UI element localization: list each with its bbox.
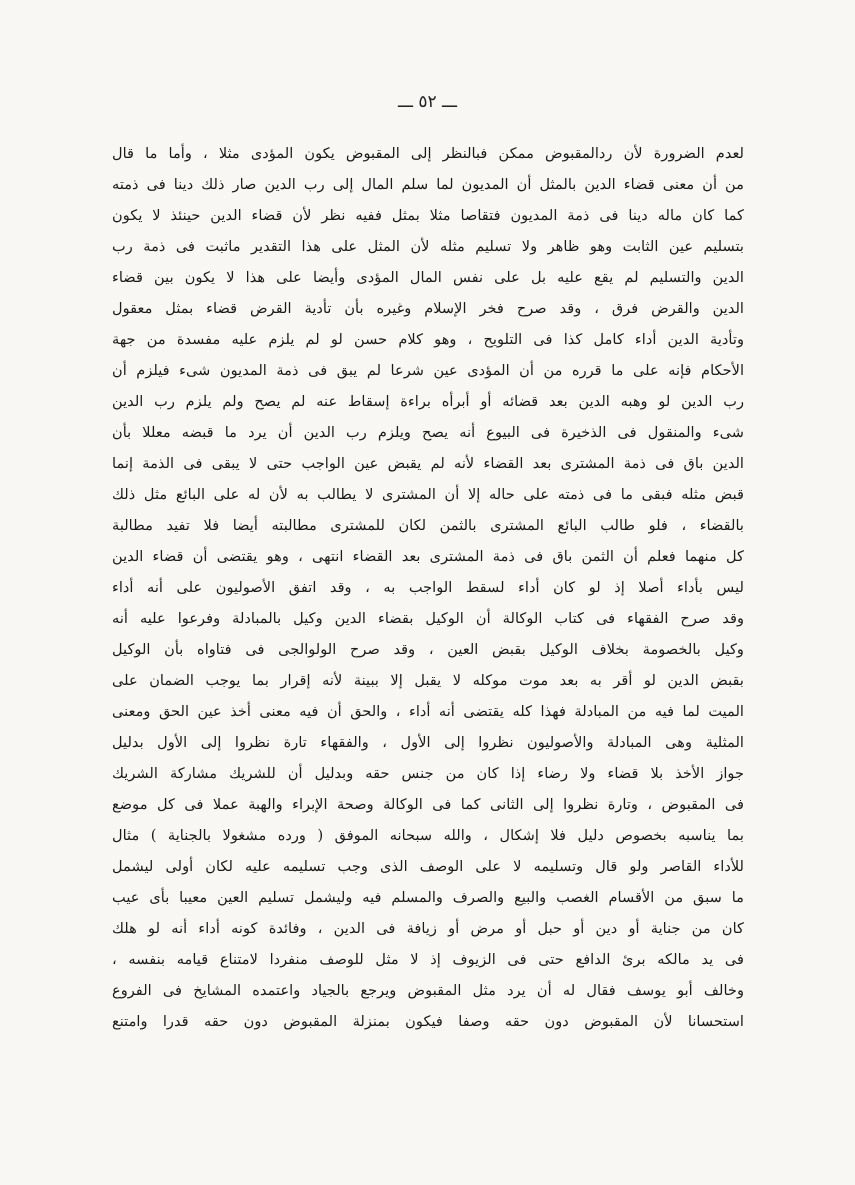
text-line: الأحكام فإنه على ما قرره من أن المؤدى عين شرعا لم يبق فى ذمة المديون شىء فيلزم أن xyxy=(112,362,744,379)
text-line: جواز الأخذ بلا قضاء ولا رضاء إذا كان من جنس حقه وبدليل أن للشريك مشاركة الشريك xyxy=(112,765,744,782)
body-text xyxy=(112,138,744,1037)
text-line: الدين والقرض فرق ، وقد صرح فخر الإسلام وغيره بأن تأدية القرض قضاء بمثل معقول xyxy=(112,300,744,317)
text-line: فى المقبوض ، وتارة نظروا إلى الثانى كما فى الوكالة وصحة الإبراء والهبة عملا فى كل موضع xyxy=(112,796,744,813)
text-line: ما سبق من الأقسام الغصب والبيع والصرف والمسلم فيه وليشمل تسليم العين معيبا بأى عيب xyxy=(112,889,744,906)
text-line: كل منهما فعلم أن الثمن باق فى ذمة المشترى بعد القضاء انتهى ، وهو يقتضى أن قضاء الدين xyxy=(112,548,744,565)
text-line: كما كان ماله دينا فى ذمة المديون فتقاصا مثلا بمثل ففيه نظر لأن قضاء الدين حينئذ لا يكون xyxy=(112,207,744,224)
text-line: بقبض الدين لو أقر به بعد موت موكله لا يقبل إلا ببينة لأنه إقرار بما يوجب الضمان على xyxy=(112,672,744,689)
text-line: الدين والتسليم لم يقع عليه بل على نفس المال المؤدى وأيضا على هذا لا يكون بين قضاء xyxy=(112,269,744,286)
text-line: من أن معنى قضاء الدين بالمثل أن المديون لما سلم المال إلى رب الدين صار ذلك دينا فى ذمته xyxy=(112,176,744,193)
text-line: فى يد مالكه برئ الدافع حتى فى الزيوف إذ لا مثل للوصف منفردا لامتناع قيامه بنفسه ، xyxy=(112,951,744,968)
text-line: للأداء القاصر ولو قال وتسليمه لا على الوصف الذى وجب تسليمه عليه لكان أولى ليشمل xyxy=(112,858,744,875)
text-line: ليس بأداء أصلا إذ لو كان أداء لسقط الواجب به ، وقد اتفق الأصوليون على أنه أداء xyxy=(112,579,744,596)
page-number: ـــ ٥٢ ـــ xyxy=(398,92,457,112)
text-line: بالقضاء ، فلو طالب البائع المشترى بالثمن لكان للمشترى مطالبته أيضا فلا تفيد مطالبة xyxy=(112,517,744,534)
text-line: المثلية وهى المبادلة والأصوليون نظروا إلى الأول ، والفقهاء تارة نظروا إلى الأول بدليل xyxy=(112,734,744,751)
text-line: الميت لما فيه من المبادلة فهذا كله يقتضى أنه أداء ، والحق أن فيه معنى أخذ عين الحق ومعنى xyxy=(112,703,744,720)
text-line: بما يناسبه بخصوص دليل فلا إشكال ، والله سبحانه الموفق ( ورده مشغولا بالجناية ) مثال xyxy=(112,827,744,844)
text-line: شىء والمنقول فى الذخيرة فى البيوع أنه يصح ويلزم رب الدين أن يرد ما قبضه معللا بأن xyxy=(112,424,744,441)
text-line: كان من جناية أو دين أو حبل أو مرض أو زيافة فى الدين ، وفائدة كونه أداء أنه لو هلك xyxy=(112,920,744,937)
text-line: رب الدين لو وهبه الدين بعد قضائه أو أبرأه براءة إسقاط عنه لم يصح ولم يلزم رب الدين xyxy=(112,393,744,410)
text-line: بتسليم عين الثابت وهو ظاهر ولا تسليم مثله لأن المثل على هذا التقدير ماثبت فى ذمة رب xyxy=(112,238,744,255)
text-line: لعدم الضرورة لأن ردالمقبوض ممكن فبالنظر إلى المقبوض يكون المؤدى مثلا ، وأما ما قال xyxy=(112,145,744,162)
text-line: وتأدية الدين أداء كامل كذا فى التلويح ، وهو كلام حسن لو لم يلزم عليه مفسدة من جهة xyxy=(112,331,744,348)
text-line: وقد صرح الفقهاء فى كتاب الوكالة أن الوكيل بقضاء الدين وكيل بالمبادلة وفرعوا عليه أنه xyxy=(112,610,744,627)
text-line: وخالف أبو يوسف فقال له أن يرد مثل المقبوض ويرجع بالجياد واعتمده المشايخ فى الفروع xyxy=(112,982,744,999)
text-line: الدين باق فى ذمة المشترى بعد القضاء لأنه لم يقبض عين الواجب حتى لا يبقى فى الذمة إنما xyxy=(112,455,744,472)
text-line: قبض مثله فبقى ما فى ذمته على حاله إلا أن المشترى لا يطالب به لأن له على البائع مثل ذلك xyxy=(112,486,744,503)
text-line: وكيل بالخصومة بخلاف الوكيل بقبض العين ، وقد صرح الولوالجى فى فتاواه بأن الوكيل xyxy=(112,641,744,658)
text-line: استحسانا لأن المقبوض دون حقه وصفا فيكون بمنزلة المقبوض دون حقه قدرا وامتنع xyxy=(112,1013,744,1030)
